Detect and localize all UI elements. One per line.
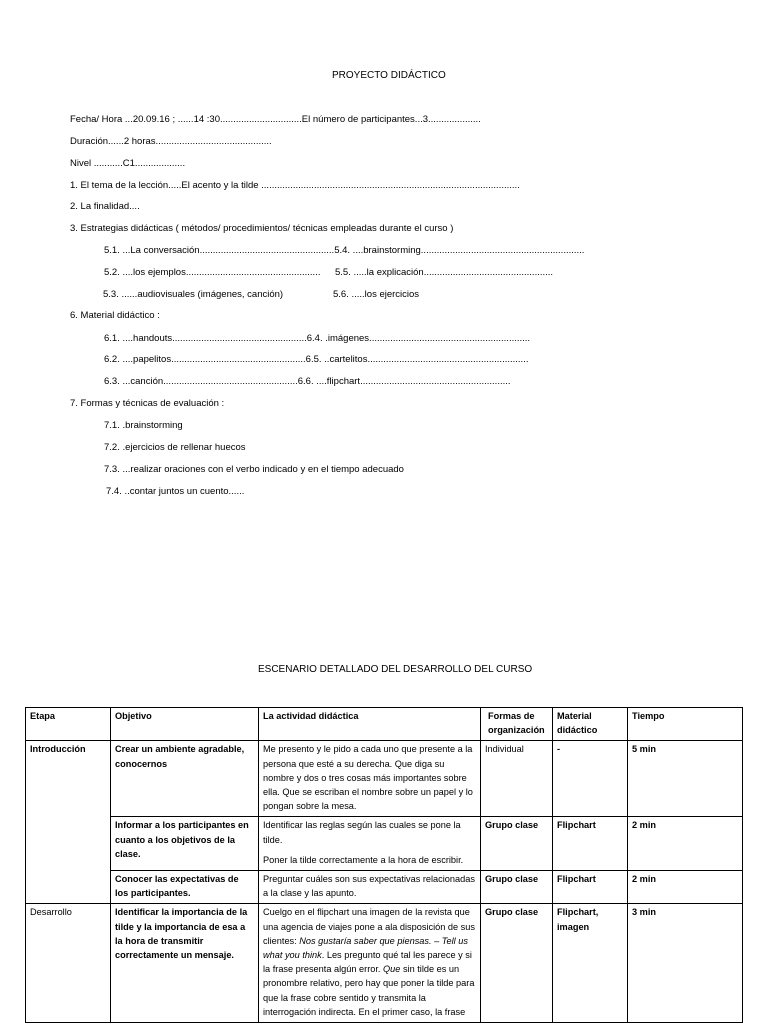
actividad-quote: Nos gustaría saber que piensas. – Tell us what you think [263,935,468,961]
header-objetivo: Objetivo [111,708,259,741]
cell-formas: Grupo clase [481,817,553,871]
cell-material: Flipchart [553,871,628,904]
cell-objetivo: Identificar la importancia de la tilde y la importancia de esa a la hora de transmitir correctamente un mensaje. [111,904,259,1023]
material-6-2: 6.2. ....papelitos...................................................6.5. ..cartelitos............................................................. [104,354,529,365]
material-6-3: 6.3. ...canción...................................................6.6. ....flipchart......................................................... [104,376,511,387]
header-formas: Formas de organización [481,708,553,741]
actividad-paragraph: Poner la tilde correctamente a la hora de escribir. [263,854,464,865]
cell-actividad: Preguntar cuáles son sus expectativas relacionadas a la clase y las apunto. [259,871,481,904]
cell-tiempo: 5 min [628,741,743,817]
evaluacion-line: 7. Formas y técnicas de evaluación : [70,398,225,409]
cell-tiempo: 3 min [628,904,743,1023]
table-row [26,741,743,817]
estrategias-line: 3. Estrategias didácticas ( métodos/ procedimientos/ técnicas empleadas durante el curso ) [70,223,454,234]
tema-line: 1. El tema de la lección.....El acento y la tilde .................................................................................................. [70,180,520,191]
cell-formas: Individual [481,741,553,817]
cell-formas: Grupo clase [481,871,553,904]
strategy-5-5: 5.5. .....la explicación................................................. [335,267,554,278]
finalidad-line: 2. La finalidad.... [70,201,140,212]
actividad-text: Cuelgo en el flipchart una imagen de la revista que una agencia de viajes pone a ala disposición de sus clientes: [263,907,475,946]
page-title: PROYECTO DIDÁCTICO [332,70,446,81]
evaluacion-7-1: 7.1. .brainstorming [104,420,183,431]
course-table [25,707,743,1023]
material-6-1: 6.1. ....handouts...................................................6.4. .imágenes............................................................. [104,333,531,344]
header-tiempo: Tiempo [628,708,743,741]
nivel-line: Nivel ...........C1................... [70,158,186,169]
evaluacion-7-2: 7.2. .ejercicios de rellenar huecos [104,442,246,453]
table-row [26,871,743,904]
cell-actividad [259,904,481,1023]
duracion-line: Duración......2 horas............................................ [70,136,272,147]
cell-actividad: Me presento y le pido a cada uno que presente a la persona que esté a su derecha. Que diga su nombre y dos o tres cosas más importantes sobre ella. Que se escriban el nombre sobre un papel y lo pongan sobre la mesa. [259,741,481,817]
actividad-text: sin tilde es un pronombre relativo, pero hay que poner la tilde para que la frase cobre sentido y transmita la interrogación indirecta. En el primer caso, la frase [263,964,475,1017]
cell-material: - [553,741,628,817]
cell-etapa: Introducción [26,741,111,904]
table-header-row [26,708,743,741]
header-etapa: Etapa [26,708,111,741]
actividad-text: . Les pregunto qué tal les parece y si la frase presenta algún error. [263,950,472,975]
cell-tiempo: 2 min [628,871,743,904]
evaluacion-7-4: 7.4. ..contar juntos un cuento...... [106,486,245,497]
cell-material: Flipchart [553,817,628,871]
header-actividad: La actividad didáctica [259,708,481,741]
strategy-5-2: 5.2. ....los ejemplos................................................... [104,267,321,278]
cell-material: Flipchart, imagen [553,904,628,1023]
actividad-quote: Que [383,964,401,975]
strategy-5-6: 5.6. .....los ejercicios [333,289,420,300]
cell-actividad [259,817,481,871]
material-line: 6. Material didáctico : [70,310,160,321]
cell-formas: Grupo clase [481,904,553,1023]
cell-objetivo: Informar a los participantes en cuanto a los objetivos de la clase. [111,817,259,871]
cell-tiempo: 2 min [628,817,743,871]
fecha-line: Fecha/ Hora ...20.09.16 ; ......14 :30...............................El número de participantes...3.................... [70,114,481,125]
cell-objetivo: Conocer las expectativas de los participantes. [111,871,259,904]
evaluacion-7-3: 7.3. ...realizar oraciones con el verbo indicado y en el tiempo adecuado [104,464,404,475]
table-row [26,817,743,871]
cell-objetivo: Crear un ambiente agradable, conocernos [111,741,259,817]
strategy-5-1: 5.1. ...La conversación...................................................5.4. ....brainstorming.............................................................. [104,245,585,256]
strategy-5-3: 5.3. ......audiovisuales (imágenes, canción) [103,289,284,300]
section-title: ESCENARIO DETALLADO DEL DESARROLLO DEL CURSO [258,664,533,675]
cell-etapa: Desarrollo [26,904,111,1023]
table-row [26,904,743,1023]
actividad-paragraph: Identificar las reglas según las cuales se pone la tilde. [263,820,461,845]
header-material: Material didáctico [553,708,628,741]
